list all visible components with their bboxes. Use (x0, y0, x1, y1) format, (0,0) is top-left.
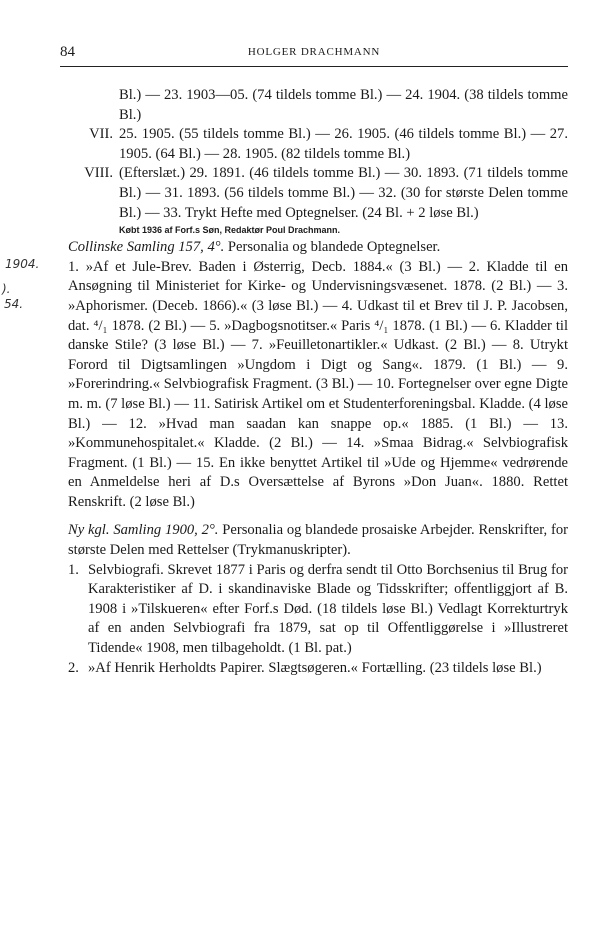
item-number: 2. (68, 659, 79, 676)
roman-item (68, 164, 568, 223)
item-number: 1. (68, 258, 79, 275)
section-intro: Personalia og blandede prosaiske Arbejder. Renskrifter, for største Delen med Rettelser (Trykmanuskripter). (68, 522, 568, 559)
section-body (68, 258, 568, 513)
margin-note: 1904. (5, 257, 40, 271)
provenance-note: Købt 1936 af Forf.s Søn, Redaktør Poul Drachmann. (119, 225, 341, 236)
margin-note: 54. (4, 297, 24, 311)
item-list-text: »Af et Jule-Brev. Baden i Østerrig, Decb. 1884.« (3 Bl.) — 2. Kladde til en Ansøgning til Ministeriet for Kirke- og Undervisningsvæsenet. 1878. (2 Bl.) — 3. »Aphorismer. (Deceb. 1866).« (3 løse Bl.) — 4. Udkast til et Brev til J. P. Jacobsen, dat. ⁴/₁ 1878. (2 Bl.) — 5. »Dagbogsnotitser.« Paris ⁴/₁ 1878. (1 Bl.) — 6. Kladder til danske Stile? (3 løse Bl.) — 7. »Feuilletonartikler.« Udkast. (2 Bl.) — 8. Utrykt Forord til Digtsamlingen »Ungdom i Digt og Sang«. 1879. (1 Bl.) — 9. »Forerindring.« Selvbiografisk Fragment. (3 Bl.) — 10. Fortegnelser over egne Digte m. m. (7 løse Bl.) — 11. Satirisk Artikel om et Studenterforeningsbal. Kladde. (4 løse Bl.) — 12. »Hvad man saadan kan snappe op.« 1885. (1 Bl.) — 13. »Kommunehospitalet.« Kladde. (2 Bl.) — 14. »Smaa Bidrag.« Selvbiografisk Fragment. (1 Bl.) — 15. En ikke benyttet Artikel til »Ude og Hjemme« vedrørende en Anmeldelse heri af D.s Oversættelse af Byrons »Don Juan«. 1880. Rettet Renskrift. (2 løse Bl.) (68, 258, 568, 510)
roman-numeral: VII. (89, 126, 113, 143)
collection-title: Collinske Samling 157, 4°. (68, 239, 225, 256)
section-heading (68, 521, 568, 560)
roman-item-text: (Efterslæt.) 29. 1891. (46 tildels tomme Bl.) — 30. 1893. (71 tildels tomme Bl.) — 31. 1893. (56 tildels tomme Bl.) — 32. (30 for største Delen tomme Bl.) — 33. Trykt Hefte med Optegnelser. (24 Bl. + 2 løse Bl.) (119, 165, 568, 221)
entry-continuation: Bl.) — 23. 1903—05. (74 tildels tomme Bl.) — 24. 1904. (38 tildels tomme Bl.) (119, 87, 568, 123)
collection-title: Ny kgl. Samling 1900, 2°. (68, 522, 219, 539)
item-number: 1. (68, 561, 79, 578)
item-text: »Af Henrik Herholdts Papirer. Slægtsøgeren.« Fortælling. (23 tildels løse Bl.) (88, 659, 542, 676)
header-rule (60, 66, 568, 67)
roman-item (68, 125, 568, 164)
page-body (68, 86, 568, 678)
page-header (60, 44, 568, 64)
list-item (68, 659, 568, 679)
page-number: 84 (60, 44, 75, 60)
section-ny-kgl (68, 521, 568, 678)
running-head: HOLGER DRACHMANN (247, 46, 381, 58)
roman-item-text: 25. 1905. (55 tildels tomme Bl.) — 26. 1905. (46 tildels tomme Bl.) — 27. 1905. (64 Bl.) — 28. 1905. (82 tildels tomme Bl.) (119, 126, 568, 162)
section-heading (68, 238, 568, 258)
section-collinske (68, 238, 568, 512)
list-item (68, 561, 568, 659)
margin-note: ). (2, 282, 11, 296)
item-text: Selvbiografi. Skrevet 1877 i Paris og derfra sendt til Otto Borchsenius til Brug for Karakteristiker af D. i skandinaviske Blade og Tidsskrifter; offentliggjort af B. 1908 i »Tilskueren« efter Forf.s Død. (18 tildels løse Bl.) Vedlagt Korrekturtryk af en anden Selvbiografi fra 1879, sat op til Offentliggørelse i »Illustreret Tidende« 1908, men tilbageholdt. (1 Bl. pat.) (88, 561, 568, 657)
section-intro: Personalia og blandede Optegnelser. (227, 239, 441, 256)
roman-numeral: VIII. (84, 165, 113, 182)
